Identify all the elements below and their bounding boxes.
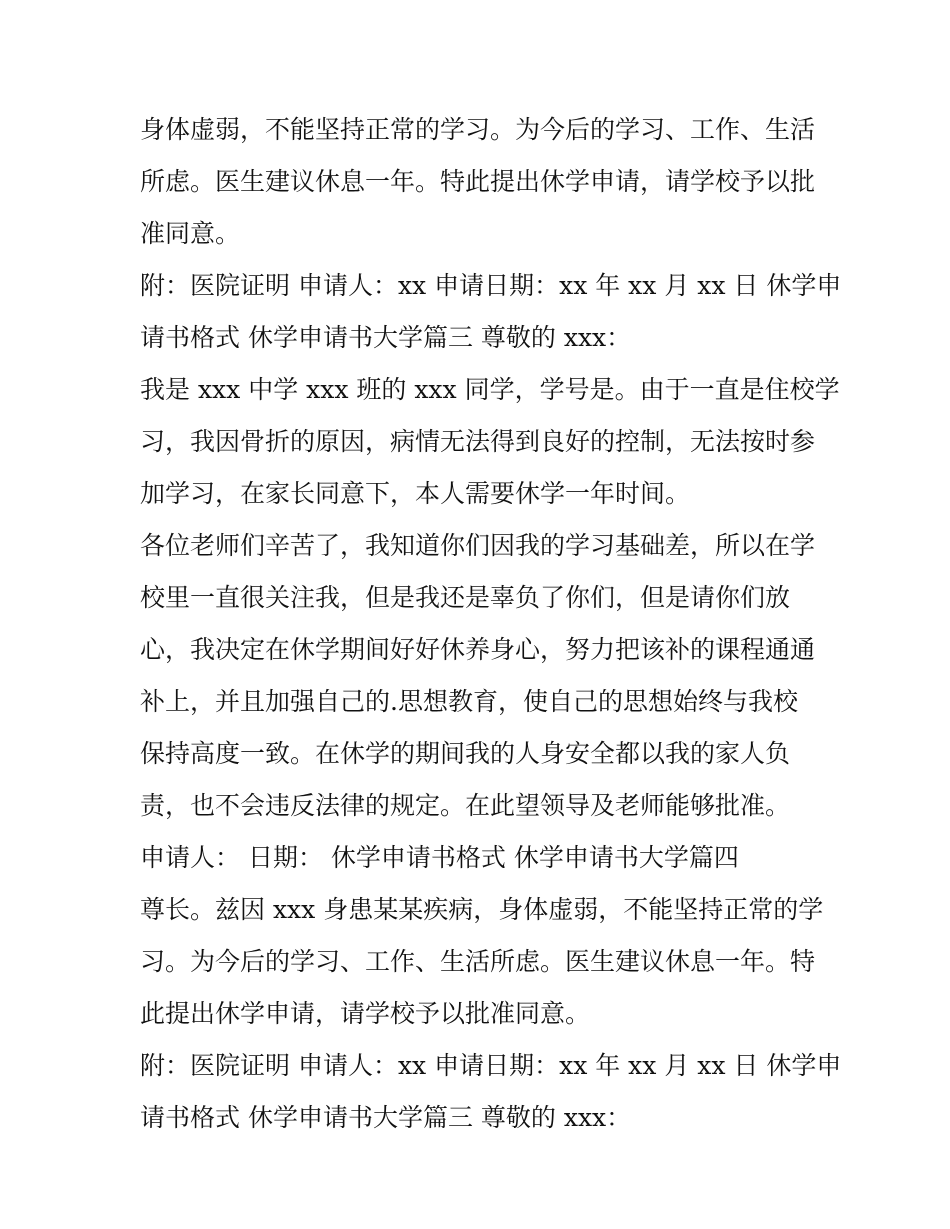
text-line: 身体虚弱，不能坚持正常的学习。为今后的学习、工作、生活 <box>140 115 816 144</box>
text-line: 请书格式 休学申请书大学篇三 尊敬的 xxx： <box>140 323 632 352</box>
document-body-text <box>140 104 842 1144</box>
text-line: 加学习，在家长同意下，本人需要休学一年时间。 <box>140 479 691 508</box>
text-line: 尊长。兹因 xxx 身患某某疾病，身体虚弱，不能坚持正常的学 <box>140 895 824 924</box>
text-line: 附：医院证明 申请人：xx 申请日期：xx 年 xx 月 xx 日 休学申 <box>140 1051 842 1080</box>
text-line: 心，我决定在休学期间好好休养身心，努力把该补的课程通通 <box>140 635 816 664</box>
text-line: 请书格式 休学申请书大学篇三 尊敬的 xxx： <box>140 1103 632 1132</box>
text-line: 补上，并且加强自己的.思想教育，使自己的思想始终与我校 <box>140 687 798 716</box>
text-line: 申请人： 日期： 休学申请书格式 休学申请书大学篇四 <box>140 843 739 872</box>
text-line: 附：医院证明 申请人：xx 申请日期：xx 年 xx 月 xx 日 休学申 <box>140 271 842 300</box>
text-line: 保持高度一致。在休学的期间我的人身安全都以我的家人负 <box>140 739 791 768</box>
text-line: 所虑。医生建议休息一年。特此提出休学申请，请学校予以批 <box>140 167 816 196</box>
text-line: 各位老师们辛苦了，我知道你们因我的学习基础差，所以在学 <box>140 531 816 560</box>
text-line: 责，也不会违反法律的规定。在此望领导及老师能够批准。 <box>140 791 791 820</box>
text-line: 习。为今后的学习、工作、生活所虑。医生建议休息一年。特 <box>140 947 816 976</box>
text-line: 我是 xxx 中学 xxx 班的 xxx 同学，学号是。由于一直是住校学 <box>140 375 840 404</box>
text-line: 习，我因骨折的原因，病情无法得到良好的控制，无法按时参 <box>140 427 816 456</box>
text-line: 准同意。 <box>140 219 241 248</box>
text-line: 校里一直很关注我，但是我还是辜负了你们，但是请你们放 <box>140 583 791 612</box>
text-line: 此提出休学申请，请学校予以批准同意。 <box>140 999 591 1028</box>
